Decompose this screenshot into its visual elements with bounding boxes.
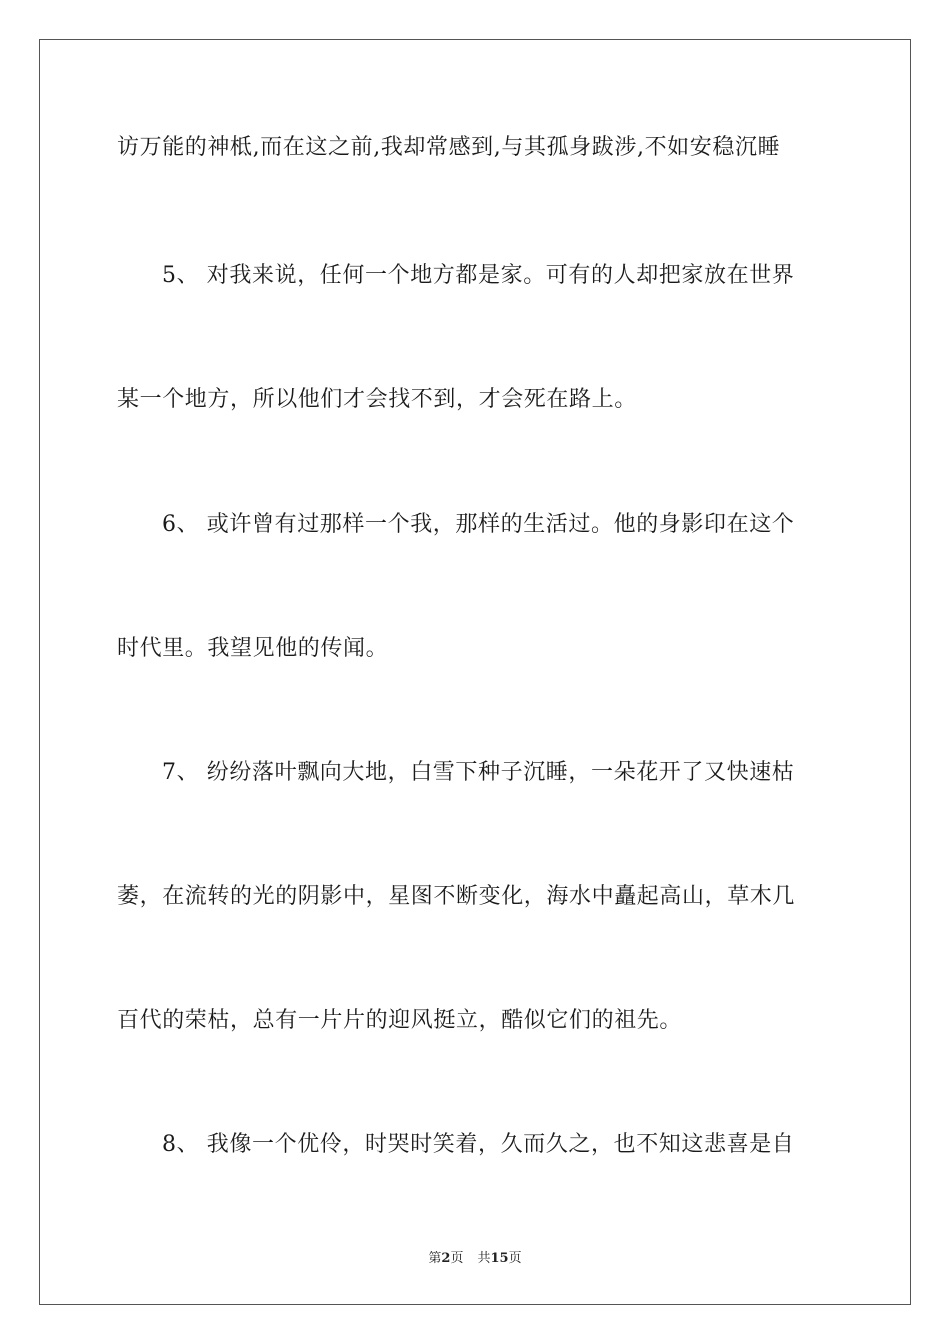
total-pages: 15 (490, 1251, 509, 1266)
text-line-1: 访万能的神柢,而在这之前,我却常感到,与其孤身跋涉,不如安稳沉睡 (117, 135, 781, 160)
text-line-9: 8、 我像一个优伶，时哭时笑着，久而久之，也不知这悲喜是自 (162, 1132, 795, 1157)
text-line-3: 某一个地方，所以他们才会找不到，才会死在路上。 (117, 387, 637, 412)
text-line-7: 萎，在流转的光的阴影中，星图不断变化，海水中矗起高山，草木几 (117, 884, 796, 909)
page-prefix: 第 (428, 1251, 442, 1266)
page-footer (0, 1247, 950, 1266)
page-border (39, 39, 911, 1305)
total-prefix: 共 (477, 1251, 491, 1266)
total-suffix: 页 (508, 1251, 522, 1266)
page-number: 2 (441, 1251, 451, 1266)
text-line-8: 百代的荣枯，总有一片片的迎风挺立，酷似它们的祖先。 (117, 1008, 683, 1033)
text-line-2: 5、 对我来说，任何一个地方都是家。可有的人却把家放在世界 (162, 263, 795, 288)
text-line-4: 6、 或许曾有过那样一个我，那样的生活过。他的身影印在这个 (162, 512, 795, 537)
text-line-6: 7、 纷纷落叶飘向大地，白雪下种子沉睡，一朵花开了又快速枯 (162, 760, 795, 785)
page-suffix: 页 (450, 1251, 464, 1266)
text-line-5: 时代里。我望见他的传闻。 (117, 636, 389, 661)
